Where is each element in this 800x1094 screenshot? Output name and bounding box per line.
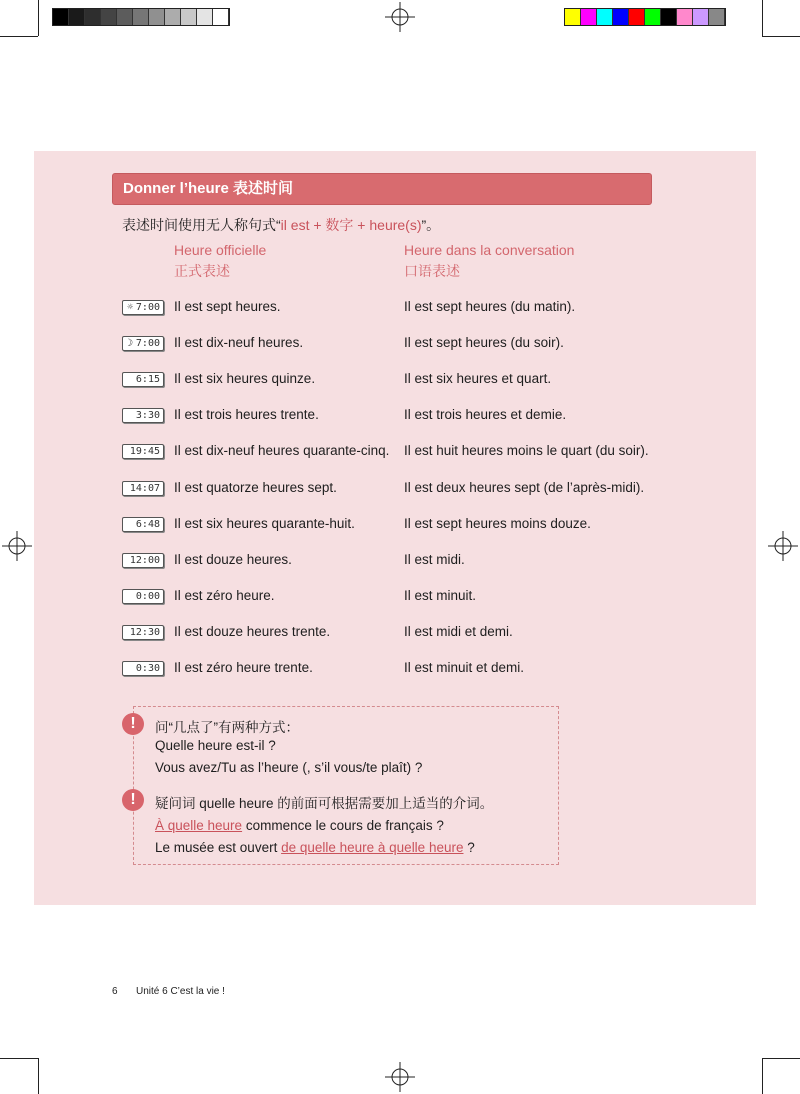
digital-clock-icon: 7:00 ☽: [122, 336, 164, 351]
official-time-text: Il est dix-neuf heures.: [174, 335, 304, 351]
conversation-time-text: Il est midi.: [404, 551, 465, 567]
digital-clock-icon: 12:30: [122, 625, 164, 640]
footer-unit-title: Unité 6 C’est la vie !: [136, 986, 225, 997]
color-swatch: [69, 9, 85, 25]
color-swatch: [565, 9, 581, 25]
note-question-title: 问“几点了”有两种方式：: [155, 720, 299, 735]
color-swatch: [645, 9, 661, 25]
grayscale-calibration-bar: [52, 8, 230, 26]
note-preposition-title: 疑问词 quelle heure 的前面可根据需要加上适当的介词。: [155, 796, 494, 811]
official-time-text: Il est douze heures trente.: [174, 623, 331, 639]
time-row: [122, 587, 682, 609]
moon-icon: ☽: [127, 338, 134, 350]
conversation-time-text: Il est minuit.: [404, 587, 477, 603]
crop-mark: [38, 1058, 39, 1094]
crop-mark: [38, 0, 39, 36]
conversation-time-text: Il est sept heures (du matin).: [404, 299, 576, 314]
time-row: [122, 623, 682, 645]
color-swatch: [597, 9, 613, 25]
color-swatch: [53, 9, 69, 25]
sun-icon: ☼: [127, 302, 134, 313]
note-question-2: Vous avez/Tu as l’heure (, s’il vous/te plaît) ?: [155, 760, 423, 775]
column-header-conversation: [404, 240, 574, 282]
exclamation-icon: !: [122, 713, 144, 735]
registration-mark-icon: [385, 1062, 415, 1092]
digital-clock-icon: 3:30: [122, 408, 164, 423]
column-header-official: [174, 240, 266, 282]
page-number: 6: [112, 986, 118, 997]
time-row: [122, 370, 682, 392]
conversation-time-text: Il est minuit et demi.: [404, 660, 525, 675]
digital-clock-icon: 12:00: [122, 553, 164, 568]
time-row: [122, 298, 682, 320]
color-swatch: [213, 9, 229, 25]
digital-clock-icon: 0:30: [122, 661, 164, 676]
example-1-underlined: À quelle heure: [155, 818, 243, 833]
crop-mark: [762, 1058, 800, 1059]
color-swatch: [181, 9, 197, 25]
registration-mark-icon: [2, 531, 32, 561]
note-example-1: [155, 818, 444, 833]
time-row: [122, 334, 682, 356]
column-header-conversation-fr: Heure dans la conversation: [404, 242, 575, 258]
intro-suffix: ”。: [421, 217, 441, 233]
color-swatch: [693, 9, 709, 25]
crop-mark: [762, 1058, 763, 1094]
official-time-text: Il est quatorze heures sept.: [174, 479, 337, 495]
crop-mark: [762, 0, 763, 36]
digital-clock-icon: 0:00: [122, 589, 164, 604]
color-swatch: [165, 9, 181, 25]
color-swatch: [613, 9, 629, 25]
intro-prefix: 表述时间使用无人称句式“: [122, 217, 281, 233]
exclamation-icon: !: [122, 789, 144, 811]
time-row: [122, 659, 682, 681]
conversation-time-text: Il est trois heures et demie.: [404, 407, 567, 423]
official-time-text: Il est trois heures trente.: [174, 407, 319, 423]
column-header-official-fr: Heure officielle: [174, 242, 267, 258]
time-row: [122, 406, 682, 428]
color-swatch: [85, 9, 101, 25]
example-2-underlined: de quelle heure à quelle heure: [281, 840, 464, 855]
official-time-text: Il est douze heures.: [174, 551, 292, 567]
section-heading: Donner l’heure 表述时间: [112, 173, 652, 205]
color-swatch: [581, 9, 597, 25]
official-time-text: Il est sept heures.: [174, 299, 281, 314]
column-header-official-zh: 正式表述: [174, 263, 230, 279]
column-header-conversation-zh: 口语表述: [404, 263, 460, 279]
color-calibration-bar: [564, 8, 726, 26]
time-row: [122, 479, 682, 501]
note-example-2: [155, 840, 475, 855]
digital-clock-icon: 14:07: [122, 481, 164, 496]
digital-clock-icon: 7:00 ☼: [122, 300, 164, 315]
color-swatch: [197, 9, 213, 25]
intro-text: [122, 215, 440, 235]
official-time-text: Il est six heures quarante-huit.: [174, 515, 355, 531]
example-2-end: ?: [463, 840, 475, 855]
color-swatch: [133, 9, 149, 25]
registration-mark-icon: [768, 531, 798, 561]
time-row: [122, 551, 682, 573]
digital-clock-icon: 6:15: [122, 372, 164, 387]
conversation-time-text: Il est huit heures moins le quart (du soir).: [404, 443, 649, 459]
crop-mark: [0, 36, 38, 37]
color-swatch: [117, 9, 133, 25]
color-swatch: [629, 9, 645, 25]
crop-mark: [0, 1058, 38, 1059]
color-swatch: [709, 9, 725, 25]
digital-clock-icon: 19:45: [122, 444, 164, 459]
color-swatch: [661, 9, 677, 25]
example-2-start: Le musée est ouvert: [155, 840, 282, 855]
color-swatch: [677, 9, 693, 25]
conversation-time-text: Il est midi et demi.: [404, 623, 513, 639]
digital-clock-icon: 6:48: [122, 517, 164, 532]
official-time-text: Il est six heures quinze.: [174, 371, 316, 387]
time-row: [122, 442, 682, 464]
conversation-time-text: Il est deux heures sept (de l’après-midi).: [404, 479, 645, 495]
example-1-rest: commence le cours de français ?: [242, 818, 444, 833]
registration-mark-icon: [385, 2, 415, 32]
conversation-time-text: Il est six heures et quart.: [404, 371, 552, 387]
color-swatch: [101, 9, 117, 25]
crop-mark: [762, 36, 800, 37]
intro-formula: il est + 数字 + heure(s): [280, 217, 422, 233]
conversation-time-text: Il est sept heures (du soir).: [404, 335, 564, 351]
official-time-text: Il est zéro heure trente.: [174, 660, 313, 675]
time-row: [122, 515, 682, 537]
official-time-text: Il est zéro heure.: [174, 587, 275, 603]
note-question-1: Quelle heure est-il ?: [155, 738, 276, 753]
conversation-time-text: Il est sept heures moins douze.: [404, 515, 591, 531]
color-swatch: [149, 9, 165, 25]
official-time-text: Il est dix-neuf heures quarante-cinq.: [174, 443, 390, 459]
